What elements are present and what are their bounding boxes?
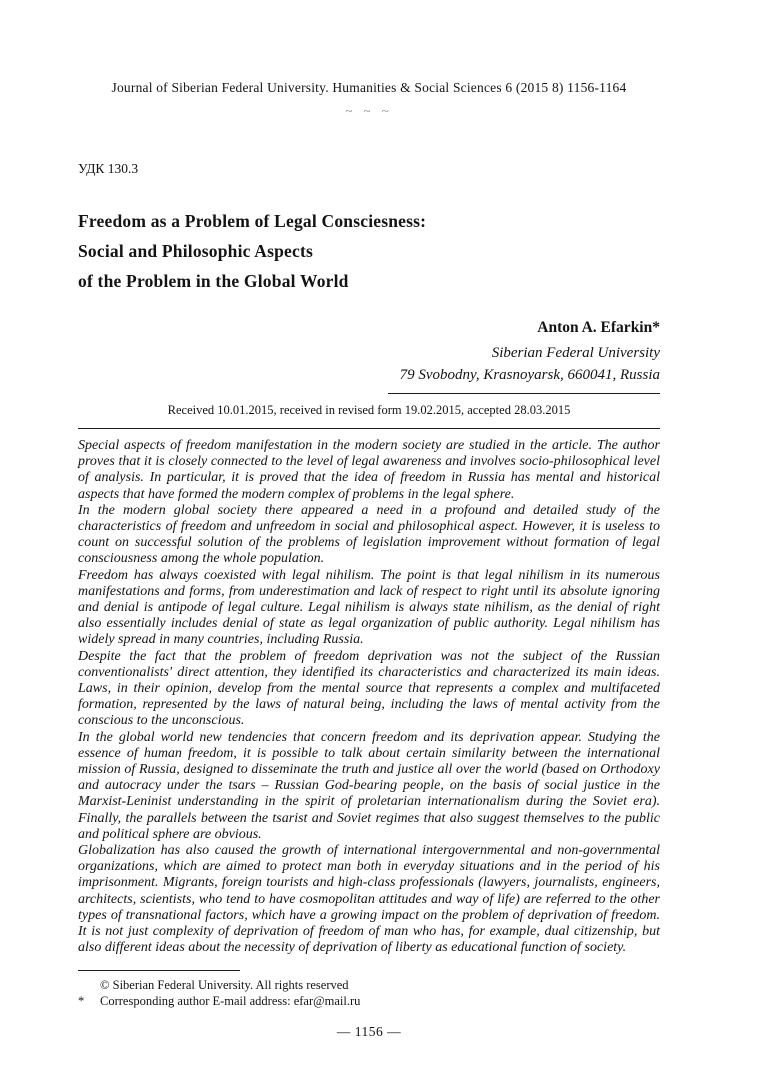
corresponding-author-email: Corresponding author E-mail address: efar@mail.ru [100,993,361,1008]
udk-code: УДК 130.3 [78,161,139,176]
footnote-divider [78,970,240,971]
author-name: Anton A. Efarkin* [537,319,660,336]
title-line-1: Freedom as a Problem of Legal Consciesness: [78,211,427,231]
author-affiliation: Siberian Federal University [491,345,660,361]
footnote-block [78,970,660,1009]
copyright-notice: © Siberian Federal University. All rights reserved [100,977,349,992]
footnote-marker: * [78,993,85,1008]
abstract [78,438,660,957]
title-line-2: Social and Philosophic Aspects [78,241,314,261]
abstract-paragraph: Freedom has always coexisted with legal nihilism. The point is that legal nihilism in its numerous manifestations and forms, from underestimation and lack of respect to right until its absolute ignoring and denial is antipode of legal culture. Legal nihilism is always state nihilism, as the denial of right also essentially includes denial of state as legal organization of public authority. Legal nihilism has widely spread in many countries, including Russia. [78,567,660,648]
page-number: — 1156 — [336,1023,402,1039]
abstract-paragraph: Special aspects of freedom manifestation in the modern society are studied in the article. The author proves that it is closely connected to the level of legal awareness and involves socio-philosophical level of analysis. In particular, it is proved that the idea of freedom in Russia has mental and historical aspects that have formed the modern complex of problems in the legal sphere. [78,438,660,502]
received-dates: Received 10.01.2015, received in revised form 19.02.2015, accepted 28.03.2015 [78,394,660,429]
abstract-paragraph: Despite the fact that the problem of freedom deprivation was not the subject of the Russian conventionalists' direct attention, they identified its characteristics and characterized its main ideas. Laws, in their opinion, develop from the mental source that represents a complex and multifaceted formation, represented by the laws of natural being, including the laws of mental activity from the conscious to the unconscious. [78,648,660,729]
title-line-3: of the Problem in the Global World [78,271,349,291]
abstract-paragraph: In the global world new tendencies that concern freedom and its deprivation appear. Studying the essence of human freedom, it is possible to talk about certain similarity between the international mission of Russia, designed to disseminate the truth and justice all over the world (based on Orthodoxy and autocracy under the tsars – Russian God-bearing people, on the basis of social justice in the Marxist-Leninist understanding in the spirit of proletarian internationalism during the Soviet era). Finally, the parallels between the tsarist and Soviet regimes that also suggest themselves to the public and political sphere are obvious. [78,729,660,842]
abstract-paragraph: In the modern global society there appeared a need in a profound and detailed study of the characteristics of freedom and unfreedom in social and philosophical aspect. However, it is useless to count on successful solution of the problems of legislation improvement without formation of legal consciousness among the whole population. [78,502,660,567]
author-block [78,317,660,386]
author-address: 79 Svobodny, Krasnoyarsk, 660041, Russia [399,367,660,383]
header-ornament: ~ ~ ~ [345,103,393,118]
corresponding-author-line [78,993,660,1009]
article-title [78,206,660,296]
journal-header: Journal of Siberian Federal University. Humanities & Social Sciences 6 (2015 8) 1156-1164 [111,80,627,95]
abstract-paragraph: Globalization has also caused the growth of international intergovernmental and non-governmental organizations, which are aimed to protect man both in everyday situations and in the period of his imprisonment. Migrants, foreign tourists and high-class professionals (lawyers, journalists, engineers, architects, scientists, who tend to have cosmopolitan attitudes and way of life) are referred to the other types of transnational factors, which have a growing impact on the problem of deprivation of freedom. It is not just complexity of deprivation of freedom of man who has, for example, dual citizenship, but also different ideas about the necessity of deprivation of liberty as educational function of society. [78,843,660,956]
